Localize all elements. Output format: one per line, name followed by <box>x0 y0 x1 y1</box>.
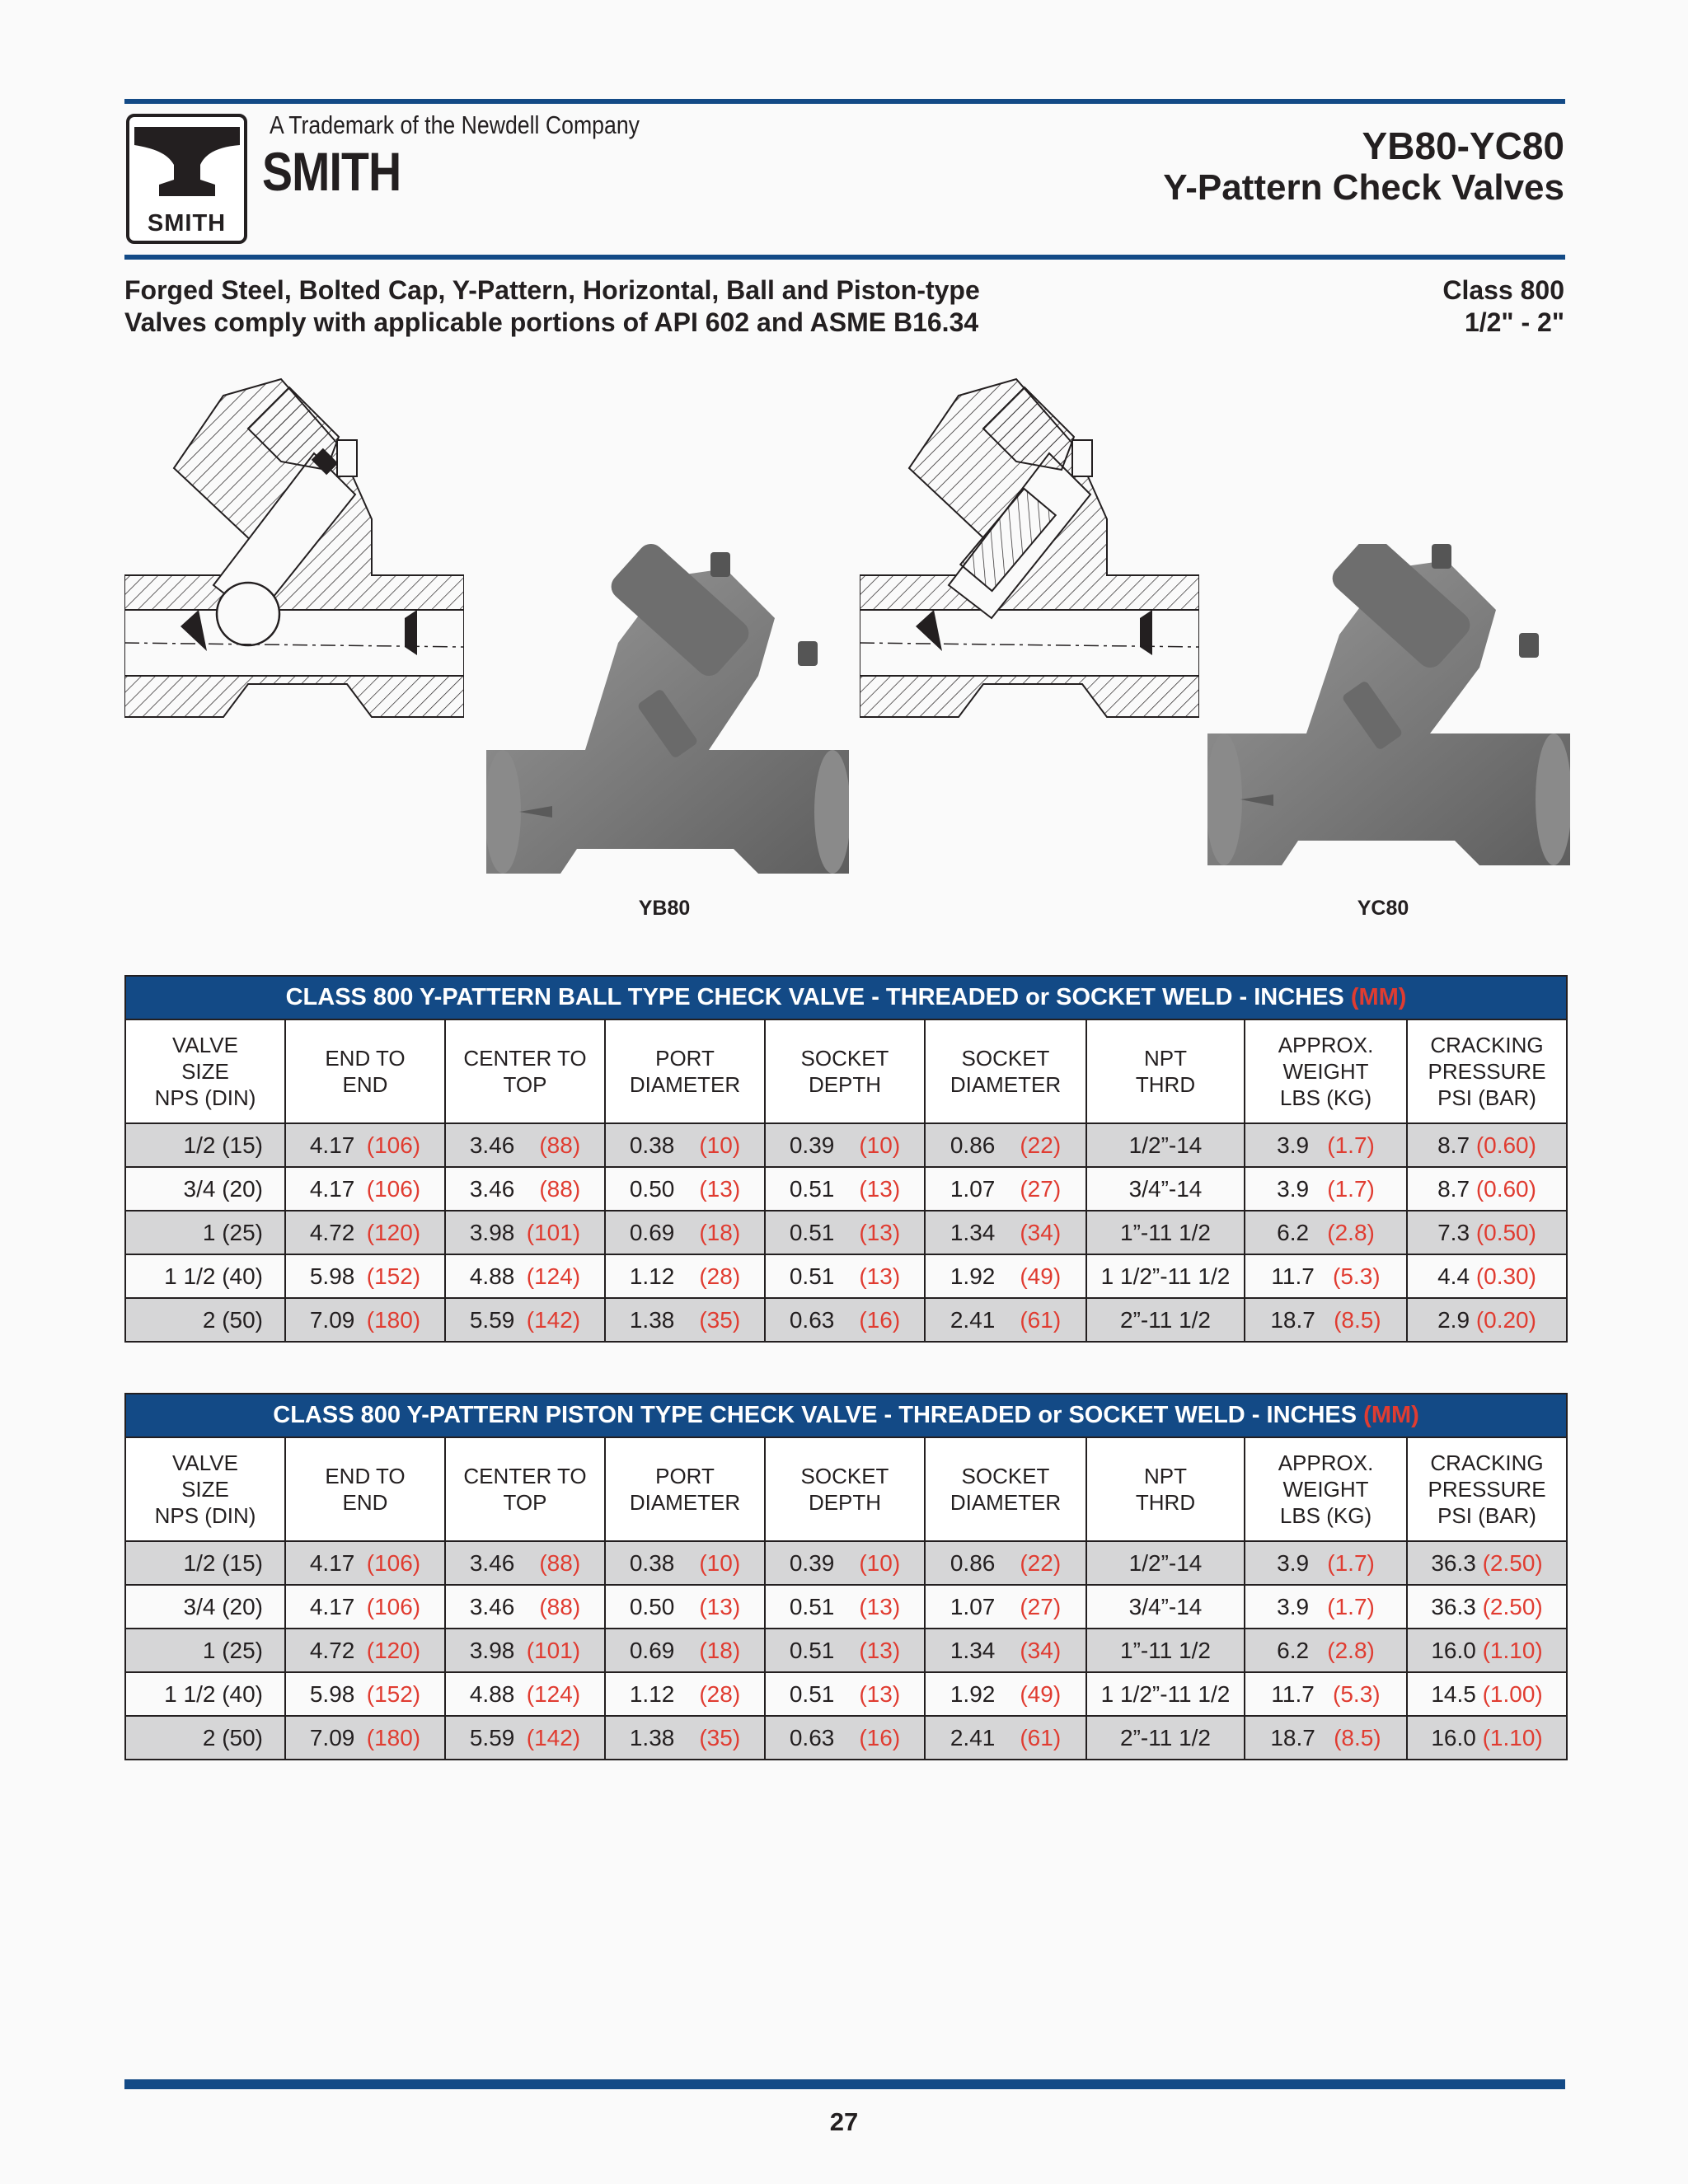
end-to-end-cell-inch: 4.72 <box>309 1637 355 1663</box>
center-to-top-cell <box>445 1211 605 1254</box>
socket-diameter-cell-mm: (34) <box>1020 1637 1062 1663</box>
table-row <box>125 1541 1567 1585</box>
table-row <box>125 1254 1567 1298</box>
port-cell-inch: 0.50 <box>629 1175 675 1202</box>
socket-depth-cell <box>765 1123 925 1167</box>
size-range: 1/2" - 2" <box>1464 307 1564 337</box>
column-header: NPT THRD <box>1086 1437 1245 1541</box>
table-row <box>125 1629 1567 1672</box>
column-header: CENTER TO TOP <box>445 1019 605 1123</box>
socket-depth-cell-mm: (13) <box>859 1263 901 1289</box>
npt-thread-cell: 1 1/2”-11 1/2 <box>1086 1254 1245 1298</box>
table-title-unit: (MM) <box>1363 1402 1419 1428</box>
end-to-end-cell-mm: (120) <box>366 1219 421 1245</box>
table-row <box>125 1585 1567 1629</box>
center-to-top-cell-inch: 3.46 <box>469 1549 515 1576</box>
weight-cell <box>1245 1211 1407 1254</box>
weight-cell-mm: (1.7) <box>1327 1132 1375 1158</box>
column-header: VALVE SIZE NPS (DIN) <box>125 1437 285 1541</box>
description-line-1: Forged Steel, Bolted Cap, Y-Pattern, Horizontal, Ball and Piston-type <box>124 275 980 305</box>
weight-cell <box>1245 1629 1407 1672</box>
weight-cell <box>1245 1716 1407 1760</box>
port-cell <box>605 1629 765 1672</box>
end-to-end-cell-mm: (106) <box>366 1175 421 1202</box>
cracking-pressure-cell <box>1407 1672 1567 1716</box>
table-row <box>125 1211 1567 1254</box>
table-row <box>125 1167 1567 1211</box>
weight-cell-inch: 18.7 <box>1270 1724 1315 1750</box>
table-title <box>125 976 1567 1019</box>
center-to-top-cell <box>445 1123 605 1167</box>
cracking-pressure-cell <box>1407 1629 1567 1672</box>
socket-diameter-cell-inch: 1.07 <box>950 1175 996 1202</box>
npt-thread-cell: 1/2”-14 <box>1086 1123 1245 1167</box>
port-cell-inch: 0.69 <box>629 1219 675 1245</box>
weight-cell-inch: 6.2 <box>1277 1219 1310 1245</box>
end-to-end-cell-inch: 4.17 <box>309 1593 355 1619</box>
center-to-top-cell-mm: (88) <box>539 1175 581 1202</box>
end-to-end-cell-mm: (106) <box>366 1132 421 1158</box>
center-to-top-cell-inch: 5.59 <box>469 1306 515 1333</box>
cracking-pressure-cell-inch: 4.4 <box>1437 1263 1470 1289</box>
port-cell-mm: (10) <box>699 1549 741 1576</box>
port-cell-mm: (35) <box>699 1724 741 1750</box>
socket-depth-cell <box>765 1254 925 1298</box>
ball-type-spec-table <box>124 975 1568 1343</box>
npt-thread-cell: 1/2”-14 <box>1086 1541 1245 1585</box>
socket-diameter-cell <box>925 1211 1086 1254</box>
socket-depth-cell-mm: (13) <box>859 1637 901 1663</box>
yc80-valve-photo <box>1207 544 1570 882</box>
center-to-top-cell-inch: 3.98 <box>469 1219 515 1245</box>
table-title <box>125 1394 1567 1437</box>
cracking-pressure-cell-inch: 36.3 <box>1431 1549 1476 1576</box>
valve-size-cell: 1 (25) <box>125 1629 285 1672</box>
weight-cell-inch: 6.2 <box>1277 1637 1310 1663</box>
cracking-pressure-cell-mm: (2.50) <box>1482 1549 1543 1576</box>
socket-diameter-cell-inch: 0.86 <box>950 1132 996 1158</box>
center-to-top-cell <box>445 1167 605 1211</box>
port-cell-inch: 1.38 <box>629 1306 675 1333</box>
port-cell <box>605 1716 765 1760</box>
port-cell-inch: 0.69 <box>629 1637 675 1663</box>
header-bottom-rule <box>124 255 1565 260</box>
port-cell-mm: (28) <box>699 1263 741 1289</box>
center-to-top-cell-inch: 4.88 <box>469 1263 515 1289</box>
port-cell <box>605 1298 765 1342</box>
socket-depth-cell <box>765 1167 925 1211</box>
weight-cell <box>1245 1541 1407 1585</box>
cracking-pressure-cell-mm: (2.50) <box>1482 1593 1543 1619</box>
end-to-end-cell <box>285 1123 445 1167</box>
end-to-end-cell <box>285 1298 445 1342</box>
weight-cell-mm: (1.7) <box>1327 1175 1375 1202</box>
center-to-top-cell-inch: 3.98 <box>469 1637 515 1663</box>
end-to-end-cell <box>285 1585 445 1629</box>
socket-diameter-cell-mm: (27) <box>1020 1175 1062 1202</box>
port-cell <box>605 1211 765 1254</box>
socket-depth-cell <box>765 1298 925 1342</box>
center-to-top-cell <box>445 1629 605 1672</box>
npt-thread-cell: 1”-11 1/2 <box>1086 1211 1245 1254</box>
socket-diameter-cell-mm: (34) <box>1020 1219 1062 1245</box>
socket-depth-cell <box>765 1585 925 1629</box>
table-row <box>125 1716 1567 1760</box>
end-to-end-cell-inch: 4.17 <box>309 1549 355 1576</box>
valve-size-cell: 3/4 (20) <box>125 1585 285 1629</box>
port-cell-mm: (13) <box>699 1175 741 1202</box>
weight-cell-inch: 11.7 <box>1271 1263 1315 1289</box>
socket-diameter-cell-inch: 1.92 <box>950 1680 996 1707</box>
end-to-end-cell-inch: 4.72 <box>309 1219 355 1245</box>
cracking-pressure-cell <box>1407 1298 1567 1342</box>
socket-depth-cell-inch: 0.51 <box>789 1175 835 1202</box>
product-title: Y-Pattern Check Valves <box>1163 167 1564 208</box>
end-to-end-cell <box>285 1672 445 1716</box>
socket-diameter-cell <box>925 1254 1086 1298</box>
end-to-end-cell <box>285 1167 445 1211</box>
cracking-pressure-cell-inch: 36.3 <box>1431 1593 1476 1619</box>
valve-size-cell: 1 1/2 (40) <box>125 1254 285 1298</box>
weight-cell-mm: (1.7) <box>1327 1549 1375 1576</box>
cracking-pressure-cell-mm: (0.50) <box>1475 1219 1536 1245</box>
port-cell <box>605 1672 765 1716</box>
port-cell-mm: (18) <box>699 1219 741 1245</box>
valve-size-cell: 1/2 (15) <box>125 1123 285 1167</box>
port-cell-inch: 1.38 <box>629 1724 675 1750</box>
weight-cell <box>1245 1585 1407 1629</box>
center-to-top-cell-mm: (101) <box>526 1637 581 1663</box>
table-title-text: CLASS 800 Y-PATTERN PISTON TYPE CHECK VALVE - THREADED or SOCKET WELD - INCHES <box>273 1402 1357 1428</box>
brand-name: SMITH <box>262 141 401 202</box>
weight-cell-mm: (1.7) <box>1327 1593 1375 1619</box>
socket-depth-cell-inch: 0.51 <box>789 1680 835 1707</box>
end-to-end-cell-inch: 4.17 <box>309 1132 355 1158</box>
cracking-pressure-cell-mm: (0.60) <box>1475 1132 1536 1158</box>
port-cell-mm: (10) <box>699 1132 741 1158</box>
end-to-end-cell-mm: (106) <box>366 1549 421 1576</box>
socket-depth-cell-inch: 0.51 <box>789 1219 835 1245</box>
center-to-top-cell-mm: (142) <box>526 1306 581 1333</box>
socket-diameter-cell-mm: (49) <box>1020 1680 1062 1707</box>
weight-cell-inch: 18.7 <box>1270 1306 1315 1333</box>
weight-cell-mm: (5.3) <box>1333 1263 1381 1289</box>
column-header: PORT DIAMETER <box>605 1019 765 1123</box>
socket-diameter-cell-mm: (22) <box>1020 1549 1062 1576</box>
yc80-label: YC80 <box>1357 897 1409 920</box>
center-to-top-cell-inch: 3.46 <box>469 1593 515 1619</box>
valve-size-cell: 1/2 (15) <box>125 1541 285 1585</box>
yb80-section-drawing <box>124 371 464 725</box>
end-to-end-cell-inch: 7.09 <box>309 1724 355 1750</box>
socket-diameter-cell <box>925 1672 1086 1716</box>
socket-depth-cell-mm: (13) <box>859 1593 901 1619</box>
socket-diameter-cell-inch: 1.92 <box>950 1263 996 1289</box>
column-header: SOCKET DEPTH <box>765 1019 925 1123</box>
table-title-unit: (MM) <box>1350 984 1407 1010</box>
yb80-valve-photo <box>486 544 849 882</box>
center-to-top-cell <box>445 1585 605 1629</box>
socket-diameter-cell <box>925 1585 1086 1629</box>
end-to-end-cell-inch: 5.98 <box>309 1680 355 1707</box>
port-cell-inch: 0.38 <box>629 1132 675 1158</box>
socket-depth-cell-mm: (13) <box>859 1219 901 1245</box>
socket-depth-cell-mm: (13) <box>859 1175 901 1202</box>
end-to-end-cell-mm: (180) <box>366 1724 421 1750</box>
cracking-pressure-cell-mm: (0.20) <box>1475 1306 1536 1333</box>
center-to-top-cell-mm: (142) <box>526 1724 581 1750</box>
weight-cell-inch: 3.9 <box>1277 1549 1310 1576</box>
center-to-top-cell-inch: 4.88 <box>469 1680 515 1707</box>
cracking-pressure-cell-inch: 8.7 <box>1437 1132 1470 1158</box>
smith-anvil-logo <box>126 114 247 244</box>
end-to-end-cell-mm: (152) <box>366 1263 421 1289</box>
socket-depth-cell-inch: 0.39 <box>789 1132 835 1158</box>
end-to-end-cell <box>285 1211 445 1254</box>
column-header: CRACKING PRESSURE PSI (BAR) <box>1407 1019 1567 1123</box>
center-to-top-cell-mm: (101) <box>526 1219 581 1245</box>
socket-depth-cell <box>765 1716 925 1760</box>
column-header: APPROX. WEIGHT LBS (KG) <box>1245 1019 1407 1123</box>
column-header: NPT THRD <box>1086 1019 1245 1123</box>
npt-thread-cell: 1 1/2”-11 1/2 <box>1086 1672 1245 1716</box>
port-cell-inch: 0.50 <box>629 1593 675 1619</box>
center-to-top-cell <box>445 1672 605 1716</box>
socket-diameter-cell <box>925 1541 1086 1585</box>
socket-depth-cell <box>765 1629 925 1672</box>
cracking-pressure-cell <box>1407 1716 1567 1760</box>
cracking-pressure-cell <box>1407 1123 1567 1167</box>
model-number: YB80-YC80 <box>1362 124 1564 167</box>
socket-diameter-cell-mm: (49) <box>1020 1263 1062 1289</box>
table-row <box>125 1298 1567 1342</box>
end-to-end-cell-inch: 4.17 <box>309 1175 355 1202</box>
socket-diameter-cell-mm: (61) <box>1020 1724 1062 1750</box>
center-to-top-cell-mm: (88) <box>539 1132 581 1158</box>
yb80-label: YB80 <box>638 897 691 920</box>
socket-diameter-cell <box>925 1167 1086 1211</box>
socket-depth-cell-mm: (10) <box>859 1549 901 1576</box>
socket-diameter-cell <box>925 1716 1086 1760</box>
valve-size-cell: 3/4 (20) <box>125 1167 285 1211</box>
weight-cell-inch: 3.9 <box>1277 1593 1310 1619</box>
header-top-rule <box>124 99 1565 104</box>
end-to-end-cell-inch: 7.09 <box>309 1306 355 1333</box>
npt-thread-cell: 3/4”-14 <box>1086 1167 1245 1211</box>
port-cell <box>605 1585 765 1629</box>
column-header: APPROX. WEIGHT LBS (KG) <box>1245 1437 1407 1541</box>
port-cell <box>605 1254 765 1298</box>
socket-depth-cell-inch: 0.39 <box>789 1549 835 1576</box>
port-cell-inch: 1.12 <box>629 1263 675 1289</box>
weight-cell-mm: (8.5) <box>1334 1306 1381 1333</box>
socket-diameter-cell <box>925 1298 1086 1342</box>
socket-diameter-cell <box>925 1629 1086 1672</box>
center-to-top-cell <box>445 1716 605 1760</box>
logo-caption: SMITH <box>147 210 227 237</box>
cracking-pressure-cell-mm: (0.60) <box>1475 1175 1536 1202</box>
page-number: 27 <box>829 2107 859 2136</box>
footer-rule <box>124 2079 1565 2089</box>
end-to-end-cell-mm: (120) <box>366 1637 421 1663</box>
socket-diameter-cell-inch: 0.86 <box>950 1549 996 1576</box>
end-to-end-cell-mm: (152) <box>366 1680 421 1707</box>
cracking-pressure-cell-inch: 14.5 <box>1431 1680 1476 1707</box>
column-header: END TO END <box>285 1437 445 1541</box>
end-to-end-cell <box>285 1716 445 1760</box>
center-to-top-cell-mm: (88) <box>539 1549 581 1576</box>
socket-diameter-cell-mm: (27) <box>1020 1593 1062 1619</box>
column-header: CRACKING PRESSURE PSI (BAR) <box>1407 1437 1567 1541</box>
cracking-pressure-cell-inch: 7.3 <box>1437 1219 1470 1245</box>
socket-depth-cell-inch: 0.51 <box>789 1637 835 1663</box>
weight-cell-mm: (5.3) <box>1333 1680 1381 1707</box>
table-row <box>125 1672 1567 1716</box>
socket-diameter-cell-mm: (22) <box>1020 1132 1062 1158</box>
cracking-pressure-cell-inch: 16.0 <box>1431 1724 1476 1750</box>
port-cell-mm: (18) <box>699 1637 741 1663</box>
center-to-top-cell-mm: (124) <box>526 1263 581 1289</box>
socket-diameter-cell-inch: 2.41 <box>950 1724 996 1750</box>
column-header: SOCKET DIAMETER <box>925 1019 1086 1123</box>
socket-diameter-cell-inch: 1.07 <box>950 1593 996 1619</box>
socket-diameter-cell-mm: (61) <box>1020 1306 1062 1333</box>
center-to-top-cell-inch: 5.59 <box>469 1724 515 1750</box>
weight-cell-inch: 3.9 <box>1277 1175 1310 1202</box>
port-cell-mm: (13) <box>699 1593 741 1619</box>
valve-size-cell: 2 (50) <box>125 1716 285 1760</box>
port-cell-inch: 1.12 <box>629 1680 675 1707</box>
cracking-pressure-cell <box>1407 1167 1567 1211</box>
cracking-pressure-cell <box>1407 1585 1567 1629</box>
socket-depth-cell <box>765 1541 925 1585</box>
weight-cell-mm: (2.8) <box>1327 1219 1375 1245</box>
center-to-top-cell <box>445 1298 605 1342</box>
center-to-top-cell-inch: 3.46 <box>469 1175 515 1202</box>
center-to-top-cell <box>445 1254 605 1298</box>
end-to-end-cell-mm: (180) <box>366 1306 421 1333</box>
cracking-pressure-cell-mm: (0.30) <box>1475 1263 1536 1289</box>
column-header: PORT DIAMETER <box>605 1437 765 1541</box>
weight-cell <box>1245 1167 1407 1211</box>
socket-diameter-cell-inch: 1.34 <box>950 1219 996 1245</box>
column-header: SOCKET DEPTH <box>765 1437 925 1541</box>
npt-thread-cell: 3/4”-14 <box>1086 1585 1245 1629</box>
socket-depth-cell-inch: 0.63 <box>789 1724 835 1750</box>
center-to-top-cell-mm: (124) <box>526 1680 581 1707</box>
cracking-pressure-cell-mm: (1.00) <box>1482 1680 1543 1707</box>
valve-size-cell: 1 (25) <box>125 1211 285 1254</box>
socket-depth-cell-inch: 0.63 <box>789 1306 835 1333</box>
cracking-pressure-cell-inch: 2.9 <box>1437 1306 1470 1333</box>
center-to-top-cell <box>445 1541 605 1585</box>
cracking-pressure-cell-mm: (1.10) <box>1482 1724 1543 1750</box>
npt-thread-cell: 2”-11 1/2 <box>1086 1298 1245 1342</box>
end-to-end-cell-mm: (106) <box>366 1593 421 1619</box>
weight-cell <box>1245 1254 1407 1298</box>
port-cell <box>605 1541 765 1585</box>
socket-depth-cell-inch: 0.51 <box>789 1263 835 1289</box>
pressure-class: Class 800 <box>1442 275 1564 305</box>
trademark-line: A Trademark of the Newdell Company <box>270 110 640 139</box>
weight-cell <box>1245 1672 1407 1716</box>
end-to-end-cell <box>285 1541 445 1585</box>
center-to-top-cell-inch: 3.46 <box>469 1132 515 1158</box>
center-to-top-cell-mm: (88) <box>539 1593 581 1619</box>
weight-cell <box>1245 1123 1407 1167</box>
cracking-pressure-cell-inch: 16.0 <box>1431 1637 1476 1663</box>
socket-depth-cell-mm: (13) <box>859 1680 901 1707</box>
end-to-end-cell <box>285 1254 445 1298</box>
socket-depth-cell-inch: 0.51 <box>789 1593 835 1619</box>
port-cell <box>605 1123 765 1167</box>
socket-diameter-cell-inch: 1.34 <box>950 1637 996 1663</box>
port-cell <box>605 1167 765 1211</box>
valve-size-cell: 2 (50) <box>125 1298 285 1342</box>
port-cell-inch: 0.38 <box>629 1549 675 1576</box>
socket-depth-cell-mm: (16) <box>859 1724 901 1750</box>
socket-depth-cell-mm: (10) <box>859 1132 901 1158</box>
column-header: END TO END <box>285 1019 445 1123</box>
table-title-text: CLASS 800 Y-PATTERN BALL TYPE CHECK VALVE - THREADED or SOCKET WELD - INCHES <box>285 984 1344 1010</box>
cracking-pressure-cell <box>1407 1541 1567 1585</box>
yc80-section-drawing <box>860 371 1199 725</box>
socket-depth-cell <box>765 1672 925 1716</box>
socket-diameter-cell-inch: 2.41 <box>950 1306 996 1333</box>
npt-thread-cell: 2”-11 1/2 <box>1086 1716 1245 1760</box>
port-cell-mm: (35) <box>699 1306 741 1333</box>
weight-cell-inch: 3.9 <box>1277 1132 1310 1158</box>
weight-cell <box>1245 1298 1407 1342</box>
column-header: CENTER TO TOP <box>445 1437 605 1541</box>
column-header: SOCKET DIAMETER <box>925 1437 1086 1541</box>
socket-depth-cell <box>765 1211 925 1254</box>
npt-thread-cell: 1”-11 1/2 <box>1086 1629 1245 1672</box>
port-cell-mm: (28) <box>699 1680 741 1707</box>
cracking-pressure-cell-mm: (1.10) <box>1482 1637 1543 1663</box>
column-header: VALVE SIZE NPS (DIN) <box>125 1019 285 1123</box>
weight-cell-inch: 11.7 <box>1271 1680 1315 1707</box>
cracking-pressure-cell-inch: 8.7 <box>1437 1175 1470 1202</box>
description-line-2: Valves comply with applicable portions of API 602 and ASME B16.34 <box>124 307 979 337</box>
cracking-pressure-cell <box>1407 1254 1567 1298</box>
end-to-end-cell <box>285 1629 445 1672</box>
weight-cell-mm: (2.8) <box>1327 1637 1375 1663</box>
socket-depth-cell-mm: (16) <box>859 1306 901 1333</box>
piston-type-spec-table <box>124 1393 1568 1760</box>
weight-cell-mm: (8.5) <box>1334 1724 1381 1750</box>
cracking-pressure-cell <box>1407 1211 1567 1254</box>
end-to-end-cell-inch: 5.98 <box>309 1263 355 1289</box>
valve-size-cell: 1 1/2 (40) <box>125 1672 285 1716</box>
socket-diameter-cell <box>925 1123 1086 1167</box>
table-row <box>125 1123 1567 1167</box>
